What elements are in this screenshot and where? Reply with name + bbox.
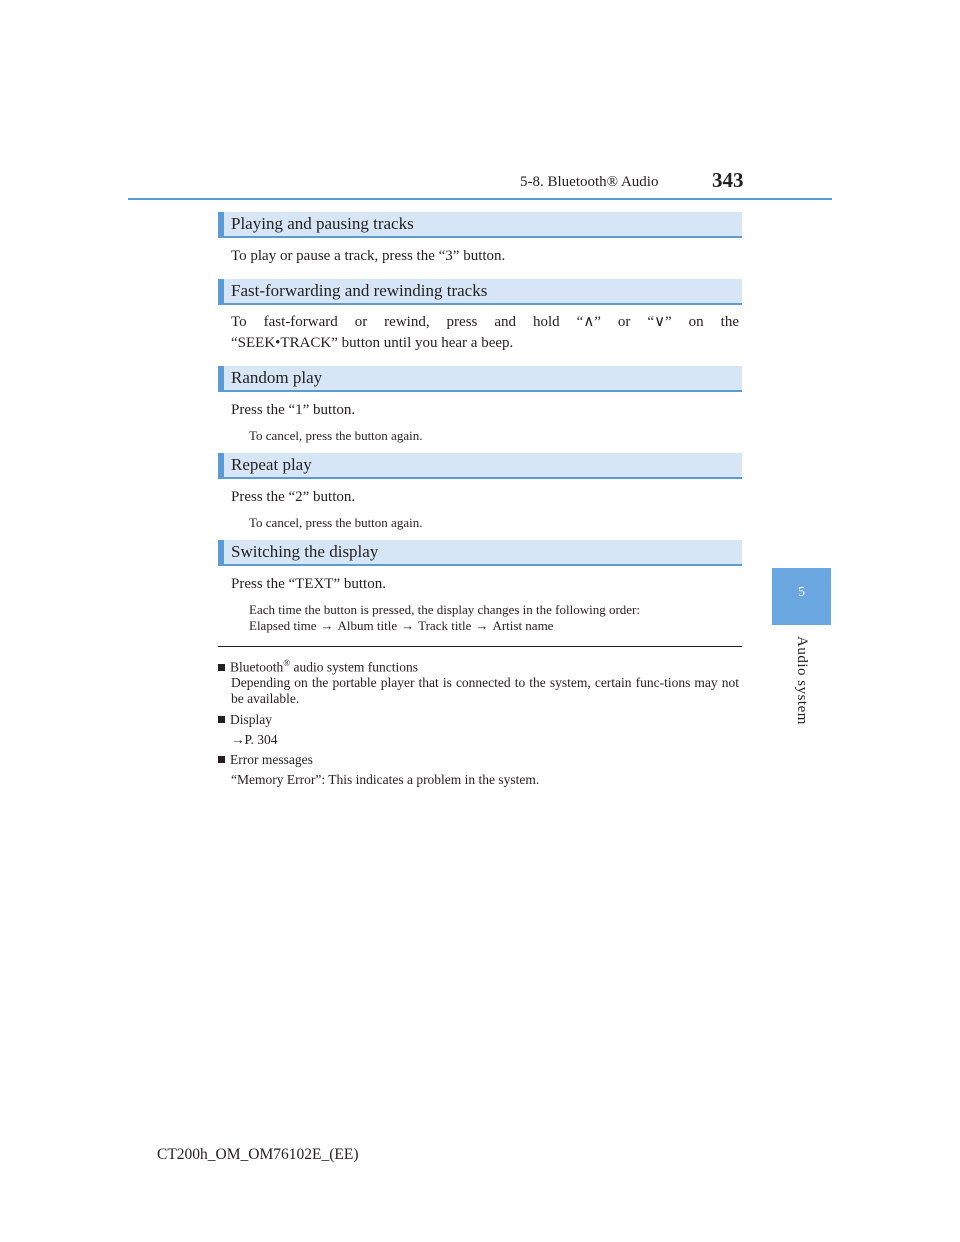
- note-display-page-ref[interactable]: →P. 304: [231, 732, 278, 747]
- chapter-tab[interactable]: [772, 568, 831, 625]
- header-rule: [128, 198, 832, 200]
- chapter-number: 5: [798, 585, 805, 600]
- random-cancel-note: To cancel, press the button again.: [249, 428, 423, 443]
- square-bullet-icon: [218, 664, 225, 671]
- note-error-messages-title: Error messages: [218, 752, 313, 768]
- fast-forward-instruction-line2: “SEEK•TRACK” button until you hear a beep.: [231, 335, 514, 351]
- display-order-item: Album title: [337, 618, 398, 633]
- running-header-section: 5-8. Bluetooth® Audio: [520, 174, 659, 190]
- page-number: 343: [712, 168, 744, 192]
- note-bluetooth-functions-body: Depending on the portable player that is connected to the system, certain func-tions may not be available.: [231, 675, 739, 706]
- fast-forward-instruction-line1: To fast-forward or rewind, press and hold “∧” or “∨” on the: [231, 314, 739, 330]
- display-order-item: Track title: [418, 618, 472, 633]
- heading-random-play: Random play: [218, 366, 742, 392]
- display-order-item: Artist name: [492, 618, 554, 633]
- arrow-icon: →: [401, 618, 415, 633]
- heading-fast-forward: Fast-forwarding and rewinding tracks: [218, 279, 742, 305]
- random-instruction: Press the “1” button.: [231, 402, 356, 418]
- arrow-icon: →: [475, 618, 489, 633]
- display-order-sequence: [249, 618, 553, 633]
- note-error-messages-body: “Memory Error”: This indicates a problem in the system.: [231, 772, 540, 787]
- heading-repeat-play: Repeat play: [218, 453, 742, 479]
- chapter-title: Audio system: [794, 636, 810, 725]
- repeat-cancel-note: To cancel, press the button again.: [249, 515, 423, 530]
- heading-switching-display: Switching the display: [218, 540, 742, 566]
- square-bullet-icon: [218, 756, 225, 763]
- heading-playing-pausing: Playing and pausing tracks: [218, 212, 742, 238]
- note-bluetooth-functions-title: Bluetooth® audio system functions: [218, 655, 418, 676]
- playing-instruction: To play or pause a track, press the “3” button.: [231, 248, 506, 264]
- note-display-title: Display: [218, 712, 272, 728]
- notes-divider: [218, 646, 742, 647]
- display-order-intro: Each time the button is pressed, the display changes in the following order:: [249, 602, 640, 617]
- repeat-instruction: Press the “2” button.: [231, 489, 356, 505]
- display-order-item: Elapsed time: [249, 618, 317, 633]
- document-code-footer: CT200h_OM_OM76102E_(EE): [157, 1146, 359, 1163]
- arrow-icon: →: [320, 618, 334, 633]
- square-bullet-icon: [218, 716, 225, 723]
- display-instruction: Press the “TEXT” button.: [231, 576, 386, 592]
